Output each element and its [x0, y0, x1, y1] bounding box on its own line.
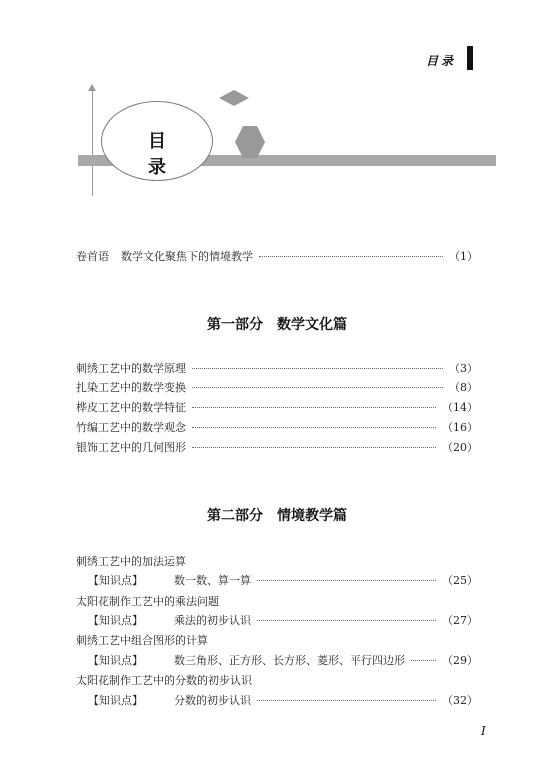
decorative-vertical-line	[92, 88, 93, 196]
toc-entry[interactable]	[88, 692, 478, 708]
entry-title: 数三角形、正方形、长方形、菱形、平行四边形	[174, 654, 405, 667]
toc-entry[interactable]	[76, 399, 478, 415]
toc-entry[interactable]	[88, 652, 478, 668]
knowledge-tag: 【知识点】	[88, 614, 143, 627]
page-number: （16）	[442, 421, 478, 434]
section-heading-text: 太阳花制作工艺中的分数的初步认识	[76, 674, 252, 687]
entry-title: 银饰工艺中的几何图形	[76, 441, 186, 454]
section-heading-text: 刺绣工艺中组合图形的计算	[76, 634, 208, 647]
dot-leader	[192, 368, 443, 369]
toc-entry[interactable]	[76, 439, 478, 455]
page-number: （29）	[442, 654, 478, 667]
part2-title-name: 情境教学篇	[277, 508, 347, 524]
section-heading	[76, 553, 478, 569]
hexagon-icon	[235, 126, 265, 158]
section-heading	[76, 593, 478, 609]
part1-title-name: 数学文化篇	[277, 317, 347, 333]
dot-leader	[192, 387, 443, 388]
preface-title: 数学文化聚焦下的情境教学	[121, 250, 253, 263]
entry-title: 乘法的初步认识	[174, 614, 251, 627]
preface-label: 卷首语	[76, 250, 109, 263]
toc-entry[interactable]	[76, 379, 478, 395]
toc-entry[interactable]	[88, 612, 478, 628]
page-number: （14）	[442, 401, 478, 414]
page-number: （32）	[442, 694, 478, 707]
title-ellipse	[101, 101, 213, 181]
toc-entry[interactable]	[76, 360, 478, 376]
knowledge-tag: 【知识点】	[88, 694, 143, 707]
page-number: （27）	[442, 614, 478, 627]
section-heading-text: 刺绣工艺中的加法运算	[76, 555, 186, 568]
page-number: （1）	[449, 250, 478, 263]
knowledge-tag: 【知识点】	[88, 574, 143, 587]
dot-leader	[192, 407, 436, 408]
entry-title: 扎染工艺中的数学变换	[76, 381, 186, 394]
entry-title: 竹编工艺中的数学观念	[76, 421, 186, 434]
entry-title: 分数的初步认识	[174, 694, 251, 707]
toc-heading: 目 录	[148, 131, 184, 178]
preface-entry[interactable]	[76, 248, 478, 264]
header-bar	[467, 46, 473, 70]
dot-leader	[257, 700, 436, 701]
part1-title	[0, 314, 554, 334]
part2-title	[0, 505, 554, 525]
page-number: （25）	[442, 574, 478, 587]
page-number: （20）	[442, 441, 478, 454]
knowledge-tag: 【知识点】	[88, 654, 143, 667]
entry-title: 刺绣工艺中的数学原理	[76, 362, 186, 375]
part2-title-number: 第二部分	[207, 508, 263, 524]
toc-entry[interactable]	[76, 419, 478, 435]
dot-leader	[192, 447, 436, 448]
section-heading	[76, 672, 478, 688]
section-heading	[76, 632, 478, 648]
running-header-title: 目录	[425, 54, 456, 68]
section-heading-text: 太阳花制作工艺中的乘法问题	[76, 595, 219, 608]
dot-leader	[411, 660, 436, 661]
dot-leader	[192, 427, 436, 428]
page-number: （8）	[449, 381, 478, 394]
dot-leader	[259, 256, 443, 257]
diamond-icon	[219, 90, 249, 106]
folio-page-number: I	[481, 724, 486, 738]
entry-title: 数一数、算一算	[174, 574, 251, 587]
page-number: （3）	[449, 362, 478, 375]
entry-title: 桦皮工艺中的数学特征	[76, 401, 186, 414]
dot-leader	[257, 620, 436, 621]
dot-leader	[257, 580, 436, 581]
part1-title-number: 第一部分	[207, 317, 263, 333]
toc-entry[interactable]	[88, 572, 478, 588]
